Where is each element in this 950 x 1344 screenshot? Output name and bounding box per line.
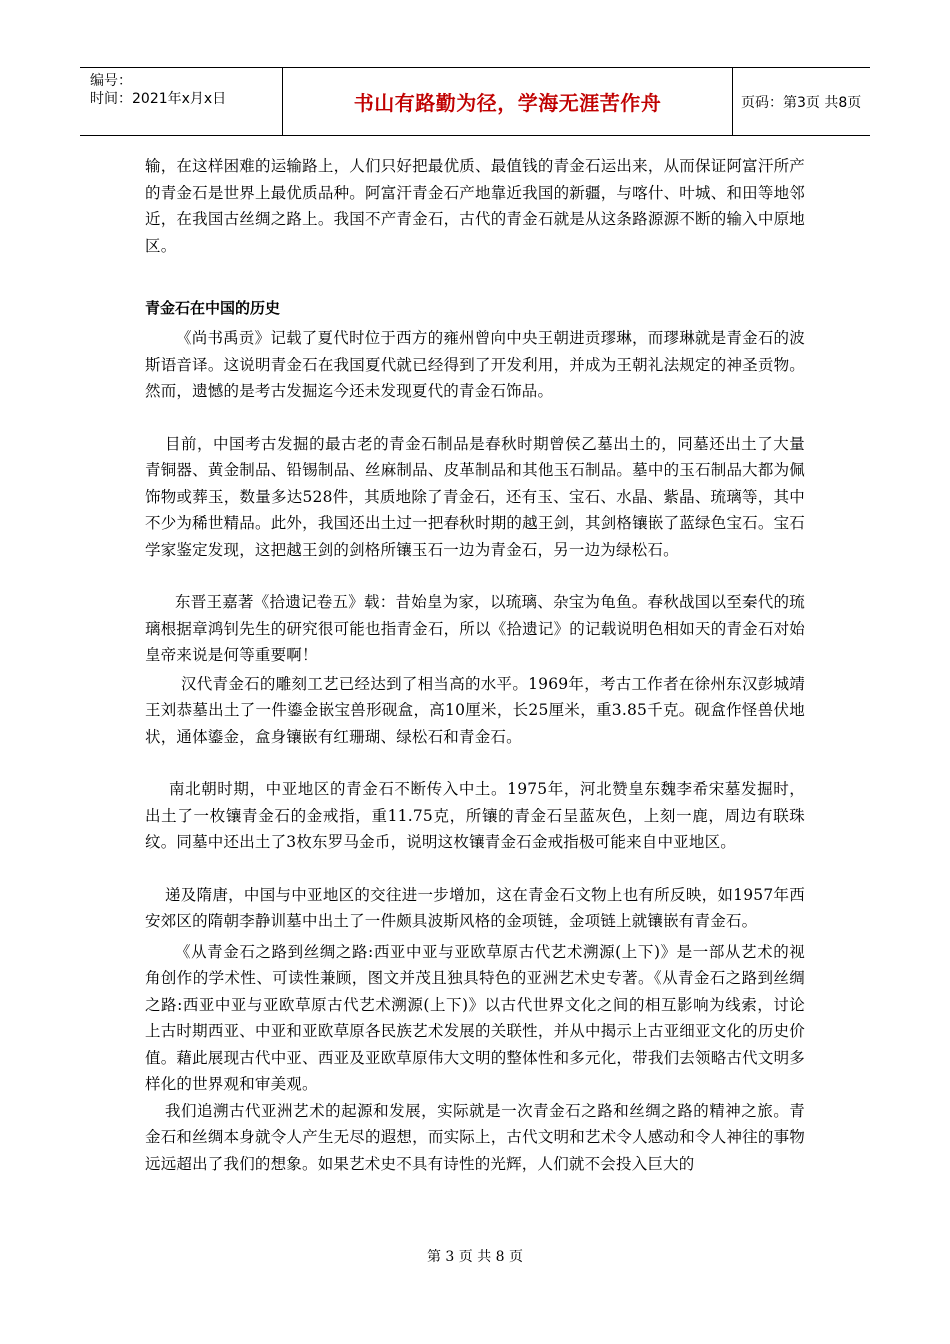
number-label: 编号： [90, 73, 132, 89]
document-body [145, 150, 805, 1177]
paragraph-6: 南北朝时期，中亚地区的青金石不断传入中土。1975年，河北赞皇东魏李希宋墓发掘时，出土了一枚镶青金石的金戒指，重11.75克，所镶的青金石呈蓝灰色，上刻一鹿，周边有联珠纹。同墓中还出土了3枚东罗马金币，说明这枚镶青金石金戒指极可能来自中亚地区。 [145, 780, 805, 851]
paragraph-5: 汉代青金石的雕刻工艺已经达到了相当高的水平。1969年，考古工作者在徐州东汉彭城靖王刘恭墓出土了一件鎏金嵌宝兽形砚盒，高10厘米，长25厘米，重3.85千克。砚盒作怪兽伏地状，通体鎏金，盒身镶嵌有红珊瑚、绿松石和青金石。 [145, 674, 805, 746]
section-heading: 青金石在中国的历史 [145, 299, 281, 317]
header-motto-cell [283, 68, 733, 135]
paragraph-7: 递及隋唐，中国与中亚地区的交往进一步增加，这在青金石文物上也有所反映，如1957年西安郊区的隋朝李静训墓中出土了一件颇具波斯风格的金项链，金项链上就镶嵌有青金石。 [145, 885, 805, 930]
paragraph-9: 我们追溯古代亚洲艺术的起源和发展，实际就是一次青金石之路和丝绸之路的精神之旅。青金石和丝绸本身就令人产生无尽的遐想，而实际上，古代文明和艺术令人感动和令人神往的事物远远超出了我们的想象。如果艺术史不具有诗性的光辉，人们就不会投入巨大的 [145, 1101, 805, 1173]
paragraph-4: 东晋王嘉著《拾遗记卷五》载：昔始皇为家，以琉璃、杂宝为龟鱼。春秋战国以至秦代的琉璃根据章鸿钊先生的研究很可能也指青金石，所以《拾遗记》的记载说明色相如天的青金石对始皇帝来说是何等重要啊！ [145, 593, 805, 664]
page-code: 页码：第3页 共8页 [741, 94, 862, 111]
header-table [80, 67, 870, 136]
paragraph-3: 目前，中国考古发掘的最古老的青金石制品是春秋时期曾侯乙墓出土的，同墓还出土了大量青铜器、黄金制品、铅锡制品、丝麻制品、皮革制品和其他玉石制品。墓中的玉石制品大都为佩饰物或葬玉，数量多达528件，其质地除了青金石，还有玉、宝石、水晶、紫晶、琉璃等，其中不少为稀世精品。此外，我国还出土过一把春秋时期的越王剑，其剑格镶嵌了蓝绿色宝石。宝石学家鉴定发现，这把越王剑的剑格所镶玉石一边为青金石，另一边为绿松石。 [145, 434, 805, 559]
paragraph-1: 输，在这样困难的运输路上，人们只好把最优质、最值钱的青金石运出来，从而保证阿富汗所产的青金石是世界上最优质品种。阿富汗青金石产地靠近我国的新疆，与喀什、叶城、和田等地邻近，在我国古丝绸之路上。我国不产青金石，古代的青金石就是从这条路源源不断的输入中原地区。 [145, 157, 805, 255]
header-page-cell [733, 68, 870, 135]
time-label: 时间：2021年x月x日 [90, 91, 227, 107]
paragraph-8: 《从青金石之路到丝绸之路:西亚中亚与亚欧草原古代艺术溯源(上下)》是一部从艺术的视角创作的学术性、可读性兼顾，图文并茂且独具特色的亚洲艺术史专著。《从青金石之路到丝绸之路:西亚中亚与亚欧草原古代艺术溯源(上下)》以古代世界文化之间的相互影响为线索，讨论上古时期西亚、中亚和亚欧草原各民族艺术发展的关联性，并从中揭示上古亚细亚文化的历史价值。藉此展现古代中亚、西亚及亚欧草原伟大文明的整体性和多元化，带我们去领略古代文明多样化的世界观和审美观。 [145, 942, 805, 1093]
header-meta-cell [80, 68, 283, 135]
paragraph-2: 《尚书禹贡》记载了夏代时位于西方的雍州曾向中央王朝进贡璆琳，而璆琳就是青金石的波斯语音译。这说明青金石在我国夏代就已经得到了开发利用，并成为王朝礼法规定的神圣贡物。然而，遗憾的是考古发掘迄今还未发现夏代的青金石饰品。 [145, 329, 805, 400]
page-footer: 第 3 页 共 8 页 [426, 1249, 524, 1265]
motto: 书山有路勤为径，学海无涯苦作舟 [353, 91, 662, 115]
